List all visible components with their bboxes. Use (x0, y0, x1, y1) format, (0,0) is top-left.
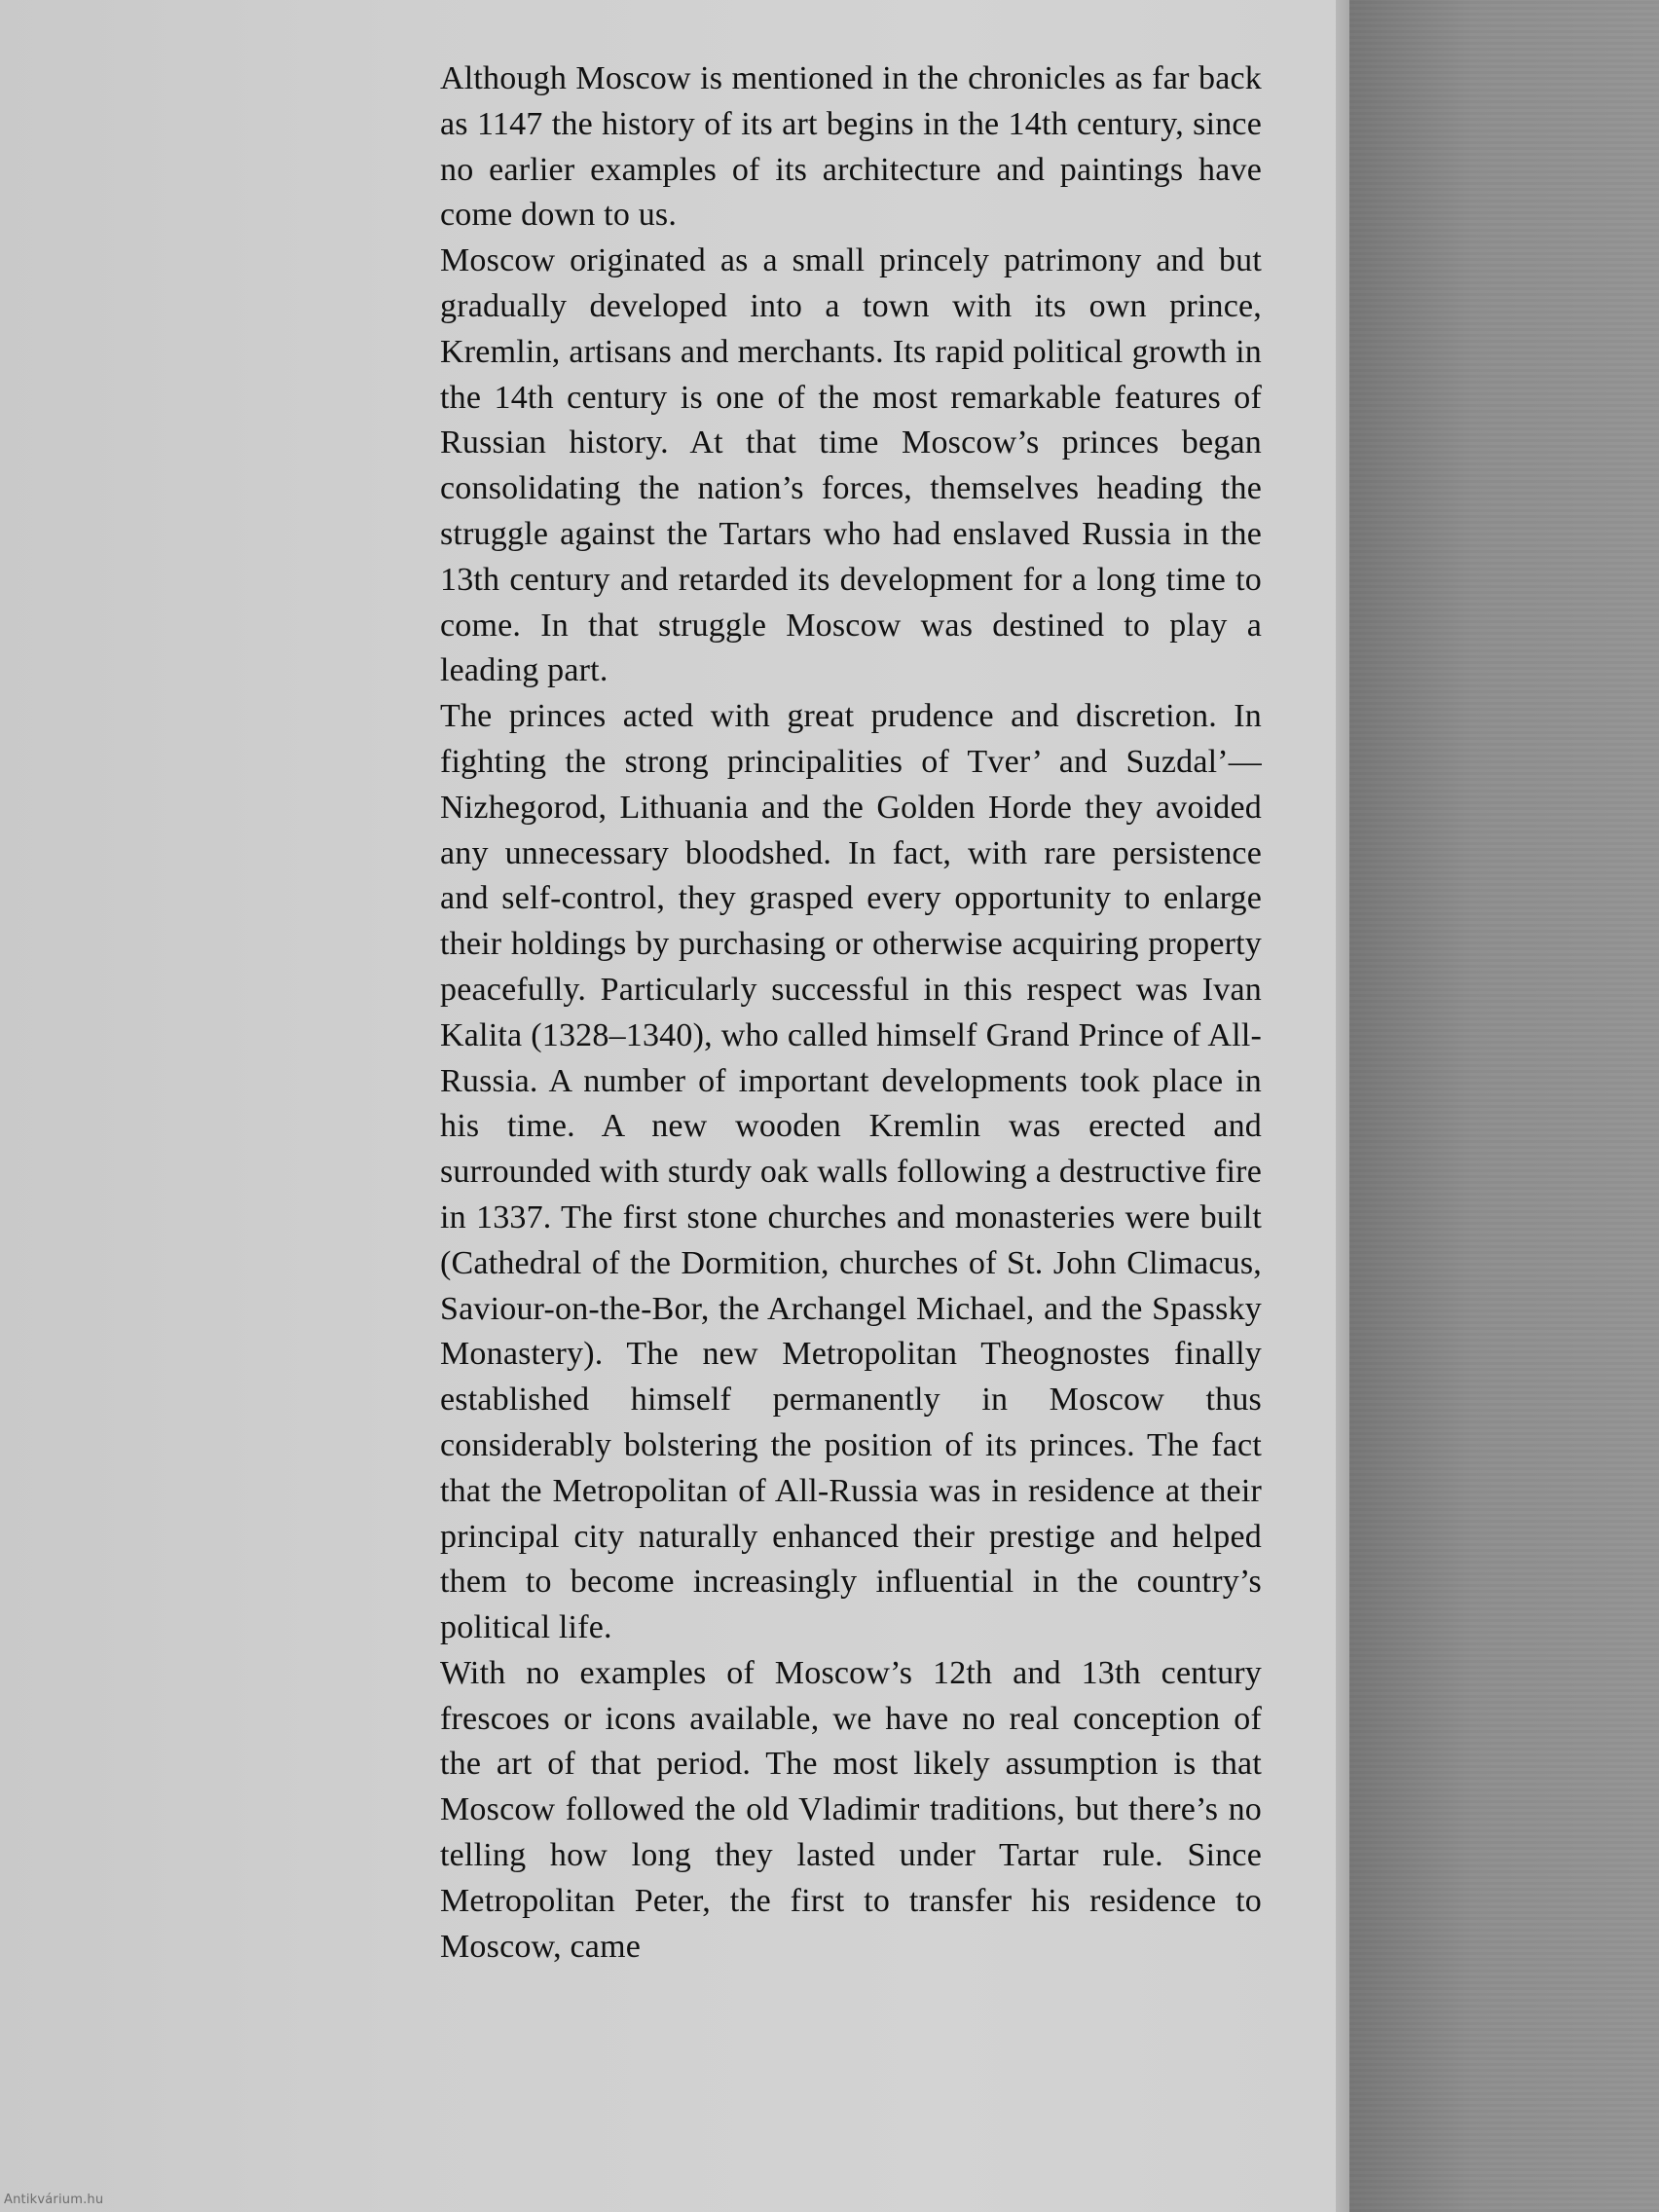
paragraph-4: With no examples of Moscow’s 12th and 13th century frescoes or icons available, we have no real conception of the art of that period. The most likely assumption is that Moscow followed the old Vladimir traditions, but there’s no telling how long they lasted under Tartar rule. Since Metropolitan Peter, the first to transfer his residence to Moscow, came (440, 1654, 1262, 1965)
watermark: Antikvárium.hu (4, 2193, 104, 2207)
background-area (1349, 0, 1659, 2212)
paragraph-2: Moscow originated as a small princely patrimony and but gradually developed into a town with its own prince, Kremlin, artisans and merchants. Its rapid political growth in the 14th century is one of the most remarkable features of Russian history. At that time Moscow’s princes began consolidating the nation’s forces, themselves heading the struggle against the Tartars who had enslaved Russia in the 13th century and retarded its development for a long time to come. In that struggle Moscow was destined to play a leading part. (440, 242, 1262, 689)
paragraph-3: The princes acted with great prudence and discretion. In fighting the strong principalities of Tver’ and Suzdal’—Nizhegorod, Lithuania and the Golden Horde they avoided any unnecessary bloodshed. In fact, with rare persistence and self-control, they grasped every opportunity to enlarge their holdings by purchasing or otherwise acquiring property peacefully. Particularly successful in this respect was Ivan Kalita (1328–1340), who called himself Grand Prince of All-Russia. A number of important developments took place in his time. A new wooden Kremlin was erected and surrounded with sturdy oak walls following a destructive fire in 1337. The first stone churches and monasteries were built (Cathedral of the Dormition, churches of St. John Climacus, Saviour-on-the-Bor, the Archangel Michael, and the Spassky Monastery). The new Metropolitan Theognostes finally established himself permanently in Moscow thus considerably bolstering the position of its princes. The fact that the Metropolitan of All-Russia was in residence at their principal city naturally enhanced their prestige and helped them to become increasingly influential in the country’s political life. (440, 698, 1262, 1646)
page-edge (1336, 0, 1349, 2212)
text-column (440, 56, 1262, 1970)
paragraph-1: Although Moscow is mentioned in the chronicles as far back as 1147 the history of its art begins in the 14th century, since no earlier examples of its architecture and paintings have come down to us. (440, 60, 1262, 234)
